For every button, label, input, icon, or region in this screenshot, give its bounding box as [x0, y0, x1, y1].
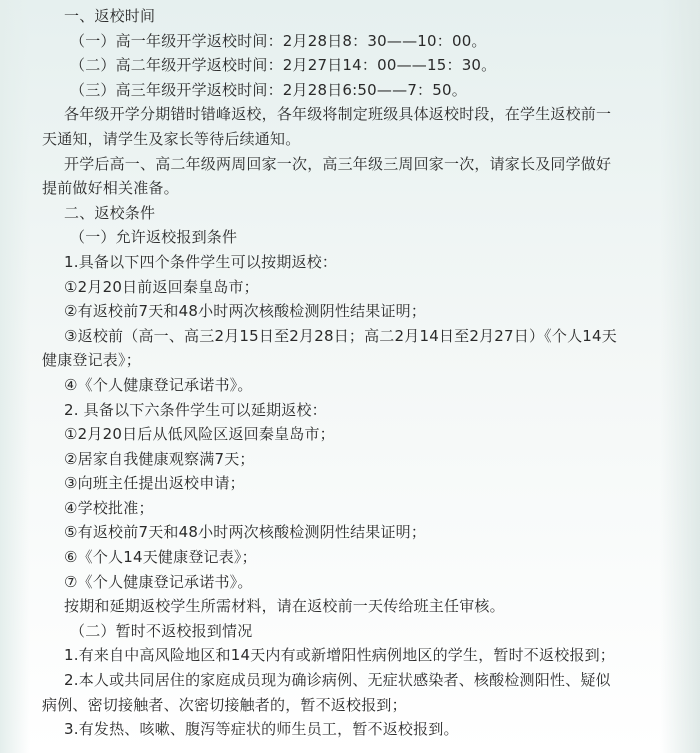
- list-item: ⑥《个人14天健康登记表》；: [64, 548, 257, 567]
- grade1-return-time: （一）高一年级开学返校时间：2月28日8：30——10：00。: [70, 31, 487, 50]
- subsection-allowed-return: （一）允许返校报到条件: [70, 228, 238, 247]
- subsection-temporary-no-return: （二）暂时不返校报到情况: [70, 621, 253, 640]
- on-time-return-conditions: 1.具备以下四个条件学生可以按期返校：: [64, 252, 338, 271]
- list-item-continuation: 病例、密切接触者、次密切接触者的，暂不返校报到；: [42, 695, 407, 714]
- grade2-return-time: （二）高二年级开学返校时间：2月27日14：00——15：30。: [70, 56, 497, 75]
- home-visit-paragraph-line2: 提前做好相关准备。: [42, 179, 179, 198]
- list-item: ②居家自我健康观察满7天；: [64, 449, 255, 468]
- staggered-return-paragraph-line1: 各年级开学分期错时错峰返校，各年级将制定班级具体返校时段，在学生返校前一: [64, 105, 612, 124]
- list-item: ⑦《个人健康登记承诺书》。: [64, 572, 253, 591]
- list-item: ⑤有返校前7天和48小时两次核酸检测阴性结果证明；: [64, 523, 427, 542]
- list-item: ①2月20日前返回秦皇岛市；: [64, 277, 259, 296]
- list-item: ③返校前（高一、高三2月15日至2月28日；高二2月14日至2月27日）《个人14天: [64, 326, 617, 345]
- list-item: ③向班主任提出返校申请；: [64, 474, 245, 493]
- list-item: ④《个人健康登记承诺书》。: [64, 375, 253, 394]
- delayed-return-conditions: 2. 具备以下六条件学生可以延期返校：: [64, 400, 327, 419]
- list-item: ①2月20日后从低风险区返回秦皇岛市；: [64, 425, 335, 444]
- list-item: 2.本人或共同居住的家庭成员现为确诊病例、无症状感染者、核酸检测阳性、疑似: [64, 671, 611, 690]
- section-heading-return-time: 一、返校时间: [64, 7, 156, 25]
- home-visit-paragraph-line1: 开学后高一、高二年级两周回家一次，高三年级三周回家一次，请家长及同学做好: [64, 154, 612, 173]
- staggered-return-paragraph-line2: 天通知，请学生及家长等待后续通知。: [42, 129, 301, 148]
- materials-review-note: 按期和延期返校学生所需材料，请在返校前一天传给班主任审核。: [64, 597, 505, 616]
- list-item: 3.有发热、咳嗽、腹泻等症状的师生员工，暂不返校报到。: [64, 720, 459, 739]
- grade3-return-time: （三）高三年级开学返校时间：2月28日6:50——7：50。: [70, 80, 467, 99]
- list-item: 1.有来自中高风险地区和14天内有或新增阳性病例地区的学生，暂时不返校报到；: [64, 646, 616, 665]
- list-item: ④学校批准；: [64, 498, 154, 517]
- section-heading-return-conditions: 二、返校条件: [64, 203, 156, 222]
- notice-document: [42, 4, 678, 742]
- list-item: ②有返校前7天和48小时两次核酸检测阴性结果证明；: [64, 302, 427, 321]
- list-item-continuation: 健康登记表》；: [42, 351, 141, 370]
- background-tint-left: [0, 0, 30, 753]
